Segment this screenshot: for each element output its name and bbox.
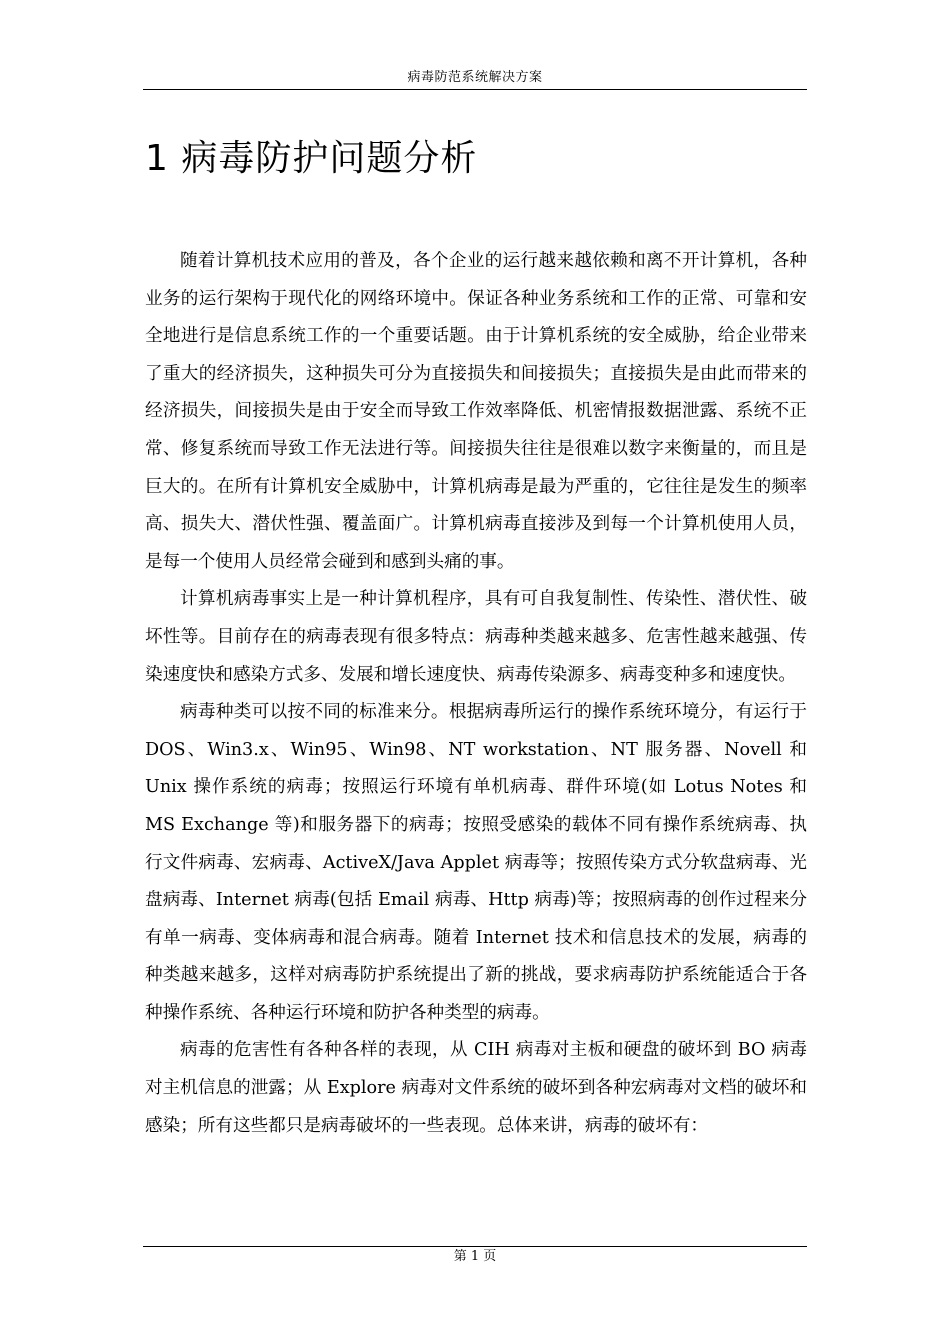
chapter-title: 1 病毒防护问题分析: [145, 138, 478, 179]
paragraph-4: 病毒的危害性有各种各样的表现，从 CIH 病毒对主板和硬盘的破坏到 BO 病毒对主机信息的泄露；从 Explore 病毒对文件系统的破坏到各种宏病毒对文档的破坏和感染；所有这些都只是病毒破坏的一些表现。总体来讲，病毒的破坏有：: [145, 1040, 807, 1136]
body-text: [145, 243, 807, 1145]
paragraph-3: 病毒种类可以按不同的标准来分。根据病毒所运行的操作系统环境分，有运行于 DOS、Win3.x、Win95、Win98、NT workstation、NT 服务器、Novell 和 Unix 操作系统的病毒；按照运行环境有单机病毒、群件环境(如 Lotus Notes 和 MS Exchange 等)和服务器下的病毒；按照受感染的载体不同有操作系统病毒、执行文件病毒、宏病毒、ActiveX/Java Applet 病毒等；按照传染方式分软盘病毒、光盘病毒、Internet 病毒(包括 Email 病毒、Http 病毒)等；按照病毒的创作过程来分有单一病毒、变体病毒和混合病毒。随着 Internet 技术和信息技术的发展，病毒的种类越来越多，这样对病毒防护系统提出了新的挑战，要求病毒防护系统能适合于各种操作系统、各种运行环境和防护各种类型的病毒。: [145, 702, 807, 1023]
running-header: 病毒防范系统解决方案: [407, 70, 543, 85]
footer-rule: [143, 1246, 807, 1247]
paragraph-1: 随着计算机技术应用的普及，各个企业的运行越来越依赖和离不开计算机，各种业务的运行架构于现代化的网络环境中。保证各种业务系统和工作的正常、可靠和安全地进行是信息系统工作的一个重要话题。由于计算机系统的安全威胁，给企业带来了重大的经济损失，这种损失可分为直接损失和间接损失；直接损失是由此而带来的经济损失，间接损失是由于安全而导致工作效率降低、机密情报数据泄露、系统不正常、修复系统而导致工作无法进行等。间接损失往往是很难以数字来衡量的，而且是巨大的。在所有计算机安全威胁中，计算机病毒是最为严重的，它往往是发生的频率高、损失大、潜伏性强、覆盖面广。计算机病毒直接涉及到每一个计算机使用人员，是每一个使用人员经常会碰到和感到头痛的事。: [145, 251, 807, 572]
header-rule: [143, 89, 807, 90]
page-number: 第 1 页: [453, 1249, 497, 1264]
paragraph-2: 计算机病毒事实上是一种计算机程序，具有可自我复制性、传染性、潜伏性、破坏性等。目前存在的病毒表现有很多特点：病毒种类越来越多、危害性越来越强、传染速度快和感染方式多、发展和增长速度快、病毒传染源多、病毒变种多和速度快。: [145, 589, 807, 685]
